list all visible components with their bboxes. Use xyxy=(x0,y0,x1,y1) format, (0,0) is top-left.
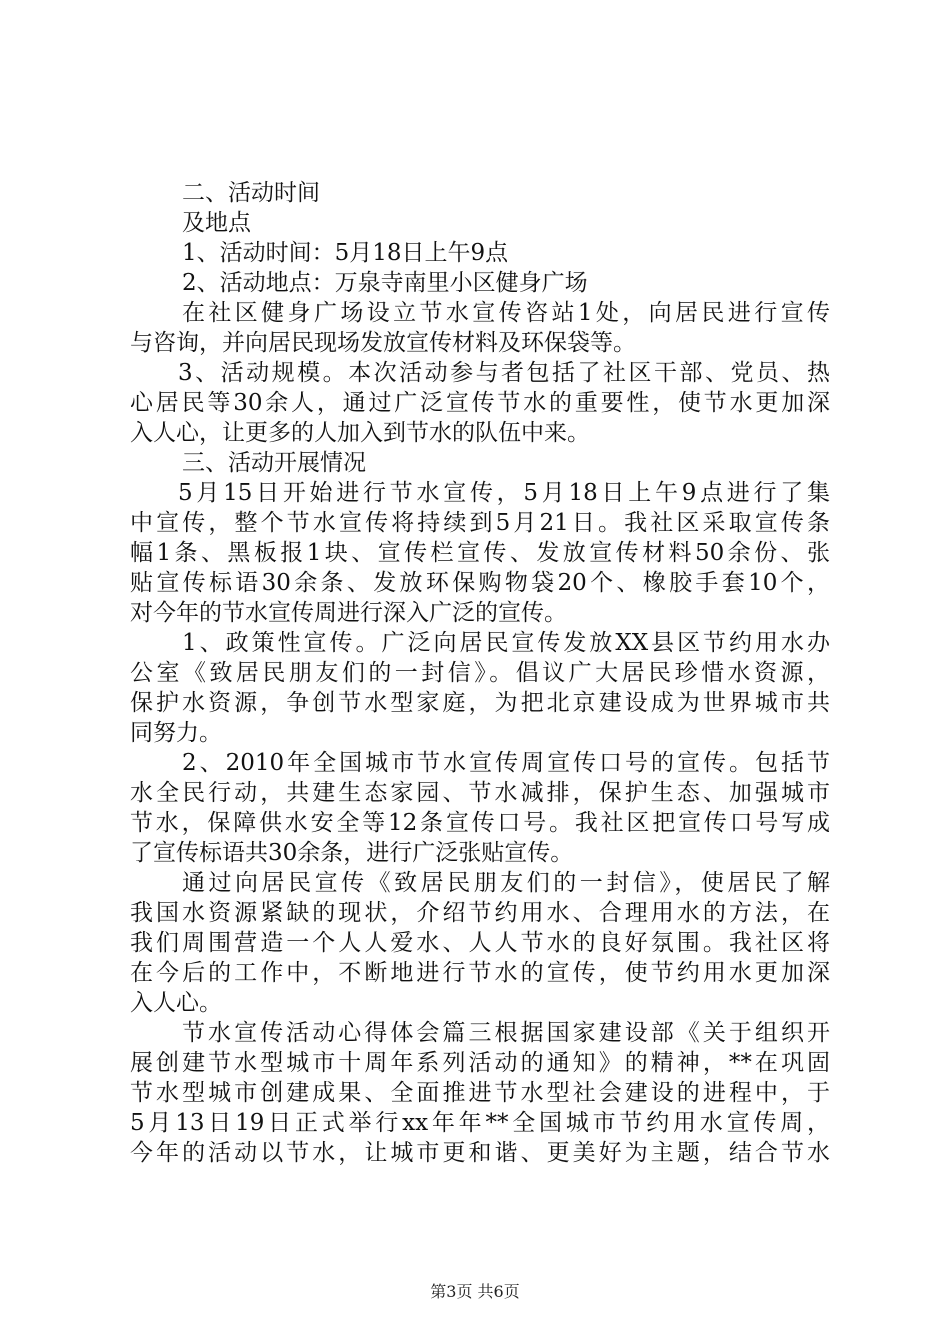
text-line: 1、活动时间：5月18日上午9点 xyxy=(182,240,509,266)
text-line: 二、活动时间 xyxy=(182,180,320,206)
text-line: 5月13日19日正式举行xx年年**全国城市节约用水宣传周， xyxy=(130,1110,830,1136)
text-line: 今年的活动以节水，让城市更和谐、更美好为主题，结合节水 xyxy=(130,1140,830,1166)
page-footer: 第3页 共6页 xyxy=(430,1282,520,1301)
text-line: 水全民行动，共建生态家园、节水减排，保护生态、加强城市 xyxy=(130,780,830,806)
text-line: 保护水资源，争创节水型家庭，为把北京建设成为世界城市共 xyxy=(130,690,830,716)
text-line: 了宣传标语共30余条，进行广泛张贴宣传。 xyxy=(130,840,574,866)
text-line: 我国水资源紧缺的现状，介绍节约用水、合理用水的方法，在 xyxy=(130,900,830,926)
text-line: 2、2010年全国城市节水宣传周宣传口号的宣传。包括节 xyxy=(182,750,830,776)
text-line: 与咨询，并向居民现场发放宣传材料及环保袋等。 xyxy=(130,330,636,356)
text-line: 5月15日开始进行节水宣传，5月18日上午9点进行了集 xyxy=(178,480,830,506)
text-line: 节水，保障供水安全等12条宣传口号。我社区把宣传口号写成 xyxy=(130,810,830,836)
text-line: 公室《致居民朋友们的一封信》。倡议广大居民珍惜水资源， xyxy=(130,660,830,686)
text-line: 2、活动地点：万泉寺南里小区健身广场 xyxy=(182,270,588,296)
text-line: 节水型城市创建成果、全面推进节水型社会建设的进程中，于 xyxy=(130,1080,830,1106)
text-line: 中宣传，整个节水宣传将持续到5月21日。我社区采取宣传条 xyxy=(130,510,830,536)
text-line: 及地点 xyxy=(182,210,251,236)
text-line: 同努力。 xyxy=(130,720,222,746)
text-line: 三、活动开展情况 xyxy=(182,450,366,476)
document-body xyxy=(130,178,830,1168)
text-line: 通过向居民宣传《致居民朋友们的一封信》，使居民了解 xyxy=(182,870,830,896)
text-line: 入人心。 xyxy=(130,990,222,1016)
text-line: 心居民等30余人，通过广泛宣传节水的重要性，使节水更加深 xyxy=(130,390,830,416)
text-line: 节水宣传活动心得体会篇三根据国家建设部《关于组织开 xyxy=(182,1020,830,1046)
text-line: 幅1条、黑板报1块、宣传栏宣传、发放宣传材料50余份、张 xyxy=(130,540,830,566)
text-line: 我们周围营造一个人人爱水、人人节水的良好氛围。我社区将 xyxy=(130,930,830,956)
text-line: 1、政策性宣传。广泛向居民宣传发放XX县区节约用水办 xyxy=(182,630,830,656)
text-line: 展创建节水型城市十周年系列活动的通知》的精神，**在巩固 xyxy=(130,1050,830,1076)
text-line: 对今年的节水宣传周进行深入广泛的宣传。 xyxy=(130,600,567,626)
text-line: 在社区健身广场设立节水宣传咨站1处，向居民进行宣传 xyxy=(182,300,830,326)
text-line: 贴宣传标语30余条、发放环保购物袋20个、橡胶手套10个， xyxy=(130,570,830,596)
text-line: 3、活动规模。本次活动参与者包括了社区干部、党员、热 xyxy=(178,360,830,386)
text-line: 在今后的工作中，不断地进行节水的宣传，使节约用水更加深 xyxy=(130,960,830,986)
text-line: 入人心，让更多的人加入到节水的队伍中来。 xyxy=(130,420,590,446)
